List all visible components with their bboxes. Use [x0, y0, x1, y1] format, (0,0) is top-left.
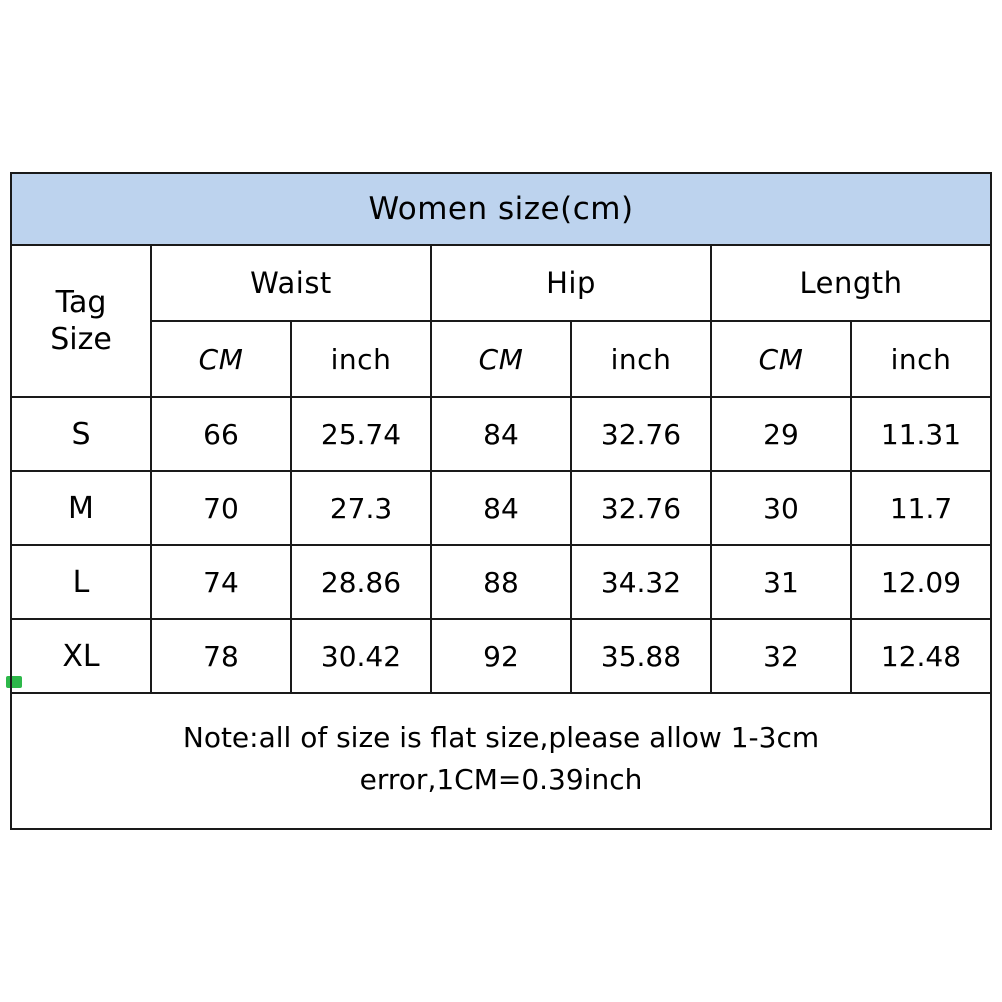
cell-hip-inch: 34.32 [571, 545, 711, 619]
cell-waist-inch: 27.3 [291, 471, 431, 545]
table-row [11, 619, 991, 693]
cell-hip-cm: 84 [431, 471, 571, 545]
group-header-row [11, 245, 991, 321]
cell-waist-cm: 70 [151, 471, 291, 545]
cell-hip-inch: 32.76 [571, 397, 711, 471]
unit-header-row [11, 321, 991, 397]
cell-waist-cm: 66 [151, 397, 291, 471]
cell-waist-cm: 78 [151, 619, 291, 693]
unit-header-hip-cm: CM [431, 321, 571, 397]
size-chart-table [10, 172, 992, 830]
note-line-1: Note:all of size is flat size,please allow 1-3cm [182, 721, 820, 754]
cell-length-cm: 29 [711, 397, 851, 471]
table-title: Women size(cm) [11, 173, 991, 245]
cell-waist-inch: 30.42 [291, 619, 431, 693]
cell-hip-cm: 92 [431, 619, 571, 693]
table-row [11, 397, 991, 471]
cell-length-inch: 12.09 [851, 545, 991, 619]
row-size-label: XL [11, 619, 151, 693]
note-row [11, 693, 991, 829]
unit-header-length-cm: CM [711, 321, 851, 397]
group-header-length: Length [711, 245, 991, 321]
cell-waist-inch: 25.74 [291, 397, 431, 471]
unit-header-hip-inch: inch [571, 321, 711, 397]
cell-length-cm: 31 [711, 545, 851, 619]
unit-header-waist-inch: inch [291, 321, 431, 397]
table-row [11, 471, 991, 545]
cell-hip-cm: 88 [431, 545, 571, 619]
size-note [11, 693, 991, 829]
tag-label: Tag [55, 284, 107, 320]
unit-header-waist-cm: CM [151, 321, 291, 397]
row-size-label: S [11, 397, 151, 471]
unit-header-length-inch: inch [851, 321, 991, 397]
table-row [11, 545, 991, 619]
cell-waist-cm: 74 [151, 545, 291, 619]
table-title-row [11, 173, 991, 245]
row-size-label: M [11, 471, 151, 545]
size-label: Size [50, 322, 112, 357]
row-header-tag-size [11, 245, 151, 397]
cell-length-cm: 30 [711, 471, 851, 545]
cell-waist-inch: 28.86 [291, 545, 431, 619]
cell-hip-inch: 35.88 [571, 619, 711, 693]
cell-length-inch: 11.31 [851, 397, 991, 471]
cell-length-cm: 32 [711, 619, 851, 693]
group-header-hip: Hip [431, 245, 711, 321]
cell-length-inch: 12.48 [851, 619, 991, 693]
size-chart-container [10, 172, 992, 830]
cell-length-inch: 11.7 [851, 471, 991, 545]
group-header-waist: Waist [151, 245, 431, 321]
cell-hip-cm: 84 [431, 397, 571, 471]
row-size-label: L [11, 545, 151, 619]
cell-hip-inch: 32.76 [571, 471, 711, 545]
note-line-2: error,1CM=0.39inch [359, 763, 643, 796]
